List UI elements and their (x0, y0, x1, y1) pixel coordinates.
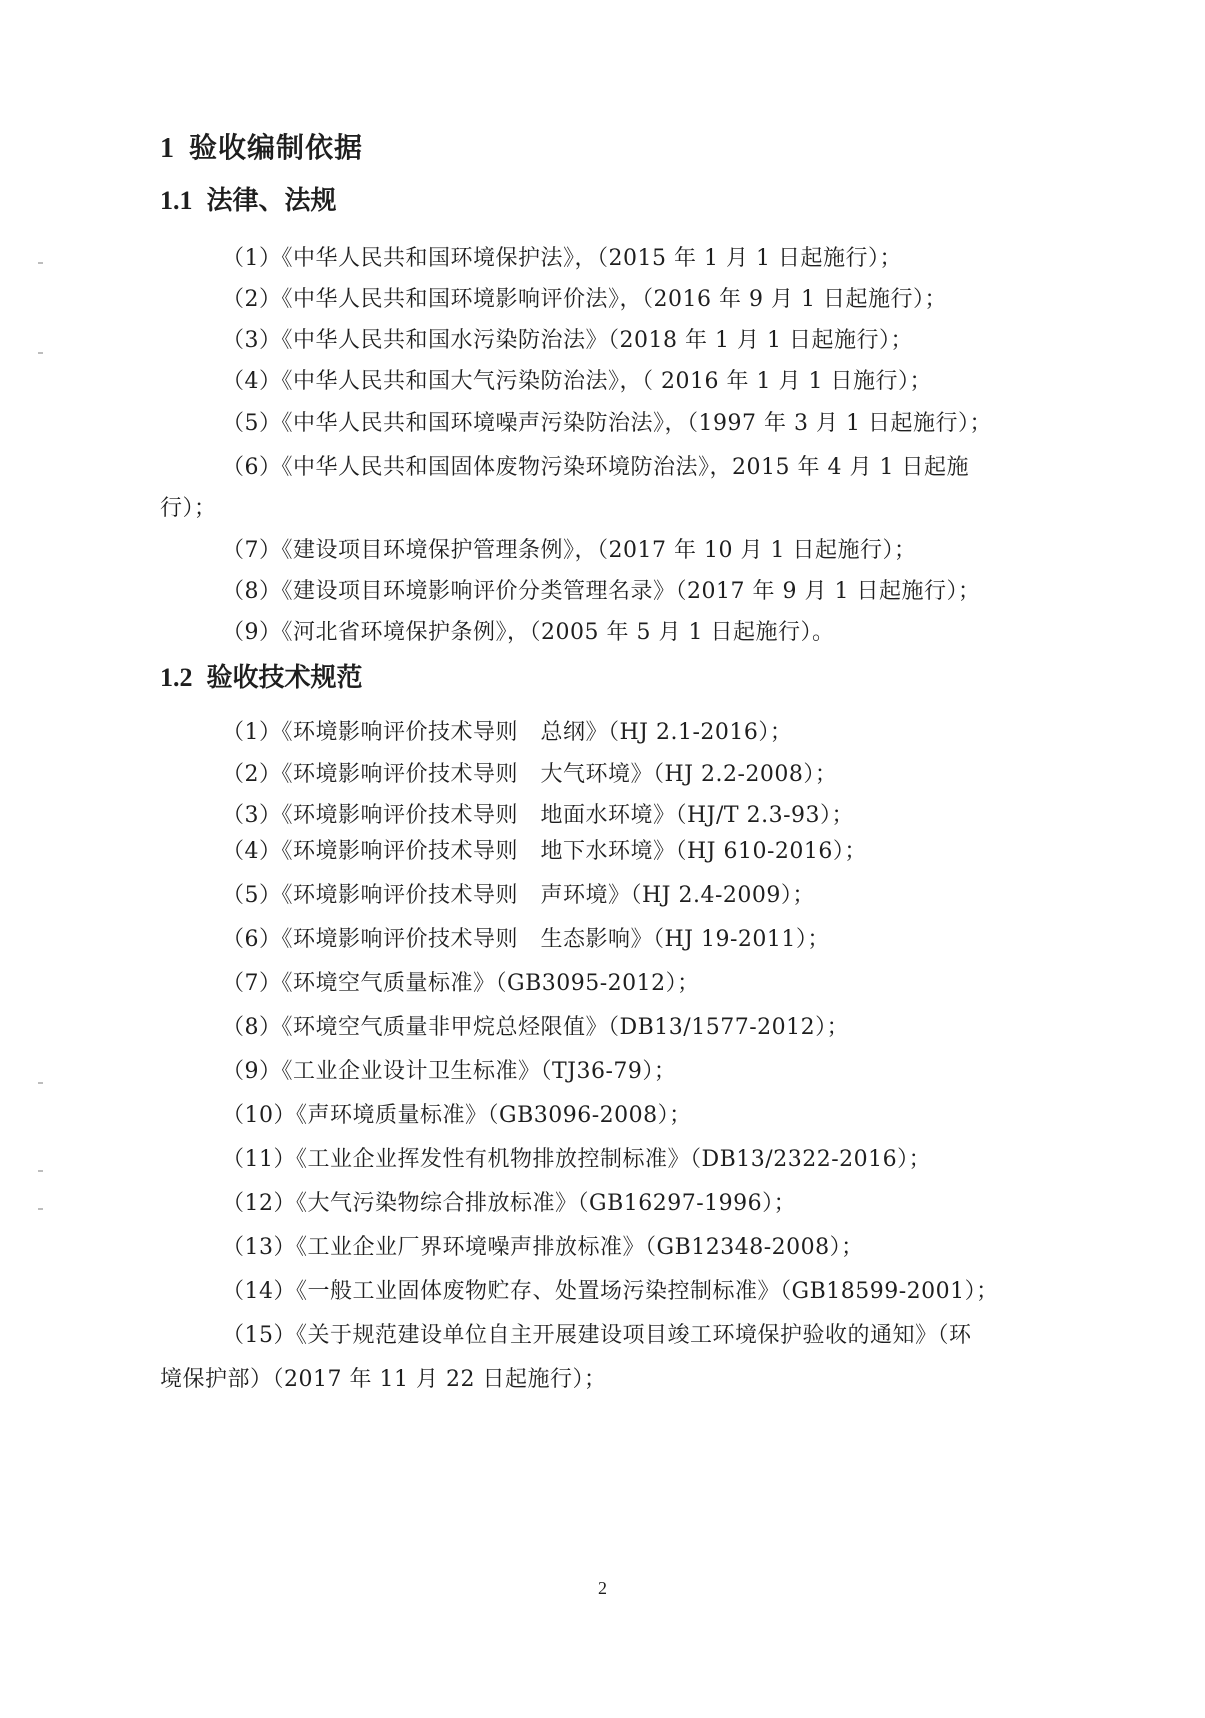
spec-item: （15）《关于规范建设单位自主开展建设项目竣工环境保护验收的通知》（环 (222, 1323, 972, 1348)
spec-item: （13）《工业企业厂界环境噪声排放标准》（GB12348-2008）； (222, 1235, 864, 1260)
scan-mark (38, 352, 43, 354)
spec-item: （12）《大气污染物综合排放标准》（GB16297-1996）； (222, 1191, 797, 1216)
scan-mark (38, 1082, 43, 1084)
spec-item: （10）《声环境质量标准》（GB3096-2008）； (222, 1103, 692, 1128)
scan-mark (38, 1208, 43, 1210)
section-heading-1-1 (160, 180, 337, 217)
scan-mark (38, 262, 43, 264)
spec-item: （14）《一般工业固体废物贮存、处置场污染控制标准》（GB18599-2001）； (222, 1279, 999, 1304)
law-item: （4）《中华人民共和国大气污染防治法》，（ 2016 年 1 月 1 日施行）； (222, 369, 932, 394)
spec-item: （11）《工业企业挥发性有机物排放控制标准》（DB13/2322-2016）； (222, 1147, 932, 1172)
spec-item: （6）《环境影响评价技术导则 生态影响》（HJ 19-2011）； (222, 927, 830, 952)
section-number: 1.1 (160, 186, 193, 215)
law-item: （8）《建设项目环境影响评价分类管理名录》（2017 年 9 月 1 日起施行）； (222, 579, 981, 604)
law-item: （5）《中华人民共和国环境噪声污染防治法》，（1997 年 3 月 1 日起施行）； (222, 411, 992, 436)
chapter-heading (160, 126, 363, 166)
section-title: 验收技术规范 (206, 663, 363, 693)
spec-item: （4）《环境影响评价技术导则 地下水环境》（HJ 610-2016）； (222, 839, 867, 864)
spec-item: （1）《环境影响评价技术导则 总纲》（HJ 2.1-2016）； (222, 720, 793, 745)
scan-mark (38, 1170, 43, 1172)
chapter-title: 验收编制依据 (189, 131, 364, 164)
spec-item-continuation: 境保护部）（2017 年 11 月 22 日起施行）； (160, 1367, 607, 1392)
page-number: 2 (598, 1578, 607, 1598)
law-item: （3）《中华人民共和国水污染防治法》（2018 年 1 月 1 日起施行）； (222, 328, 913, 353)
section-number: 1.2 (160, 663, 193, 692)
spec-item: （9）《工业企业设计卫生标准》（TJ36-79）； (222, 1059, 677, 1084)
law-item: （9）《河北省环境保护条例》，（2005 年 5 月 1 日起施行）。 (222, 620, 835, 645)
spec-item: （7）《环境空气质量标准》（GB3095-2012）； (222, 971, 700, 996)
law-item: （7）《建设项目环境保护管理条例》，（2017 年 10 月 1 日起施行）； (222, 538, 917, 563)
section-heading-1-2 (160, 657, 363, 694)
section-title: 法律、法规 (206, 186, 337, 216)
spec-item: （3）《环境影响评价技术导则 地面水环境》（HJ/T 2.3-93）； (222, 803, 854, 828)
chapter-number: 1 (160, 133, 175, 164)
spec-item: （2）《环境影响评价技术导则 大气环境》（HJ 2.2-2008）； (222, 762, 838, 787)
law-item: （1）《中华人民共和国环境保护法》，（2015 年 1 月 1 日起施行）； (222, 246, 902, 271)
law-item: （6）《中华人民共和国固体废物污染环境防治法》，2015 年 4 月 1 日起施 (222, 455, 969, 480)
law-item-continuation: 行）； (160, 496, 217, 521)
spec-item: （5）《环境影响评价技术导则 声环境》（HJ 2.4-2009）； (222, 883, 815, 908)
law-item: （2）《中华人民共和国环境影响评价法》，（2016 年 9 月 1 日起施行）； (222, 287, 947, 312)
spec-item: （8）《环境空气质量非甲烷总烃限值》（DB13/1577-2012）； (222, 1015, 850, 1040)
